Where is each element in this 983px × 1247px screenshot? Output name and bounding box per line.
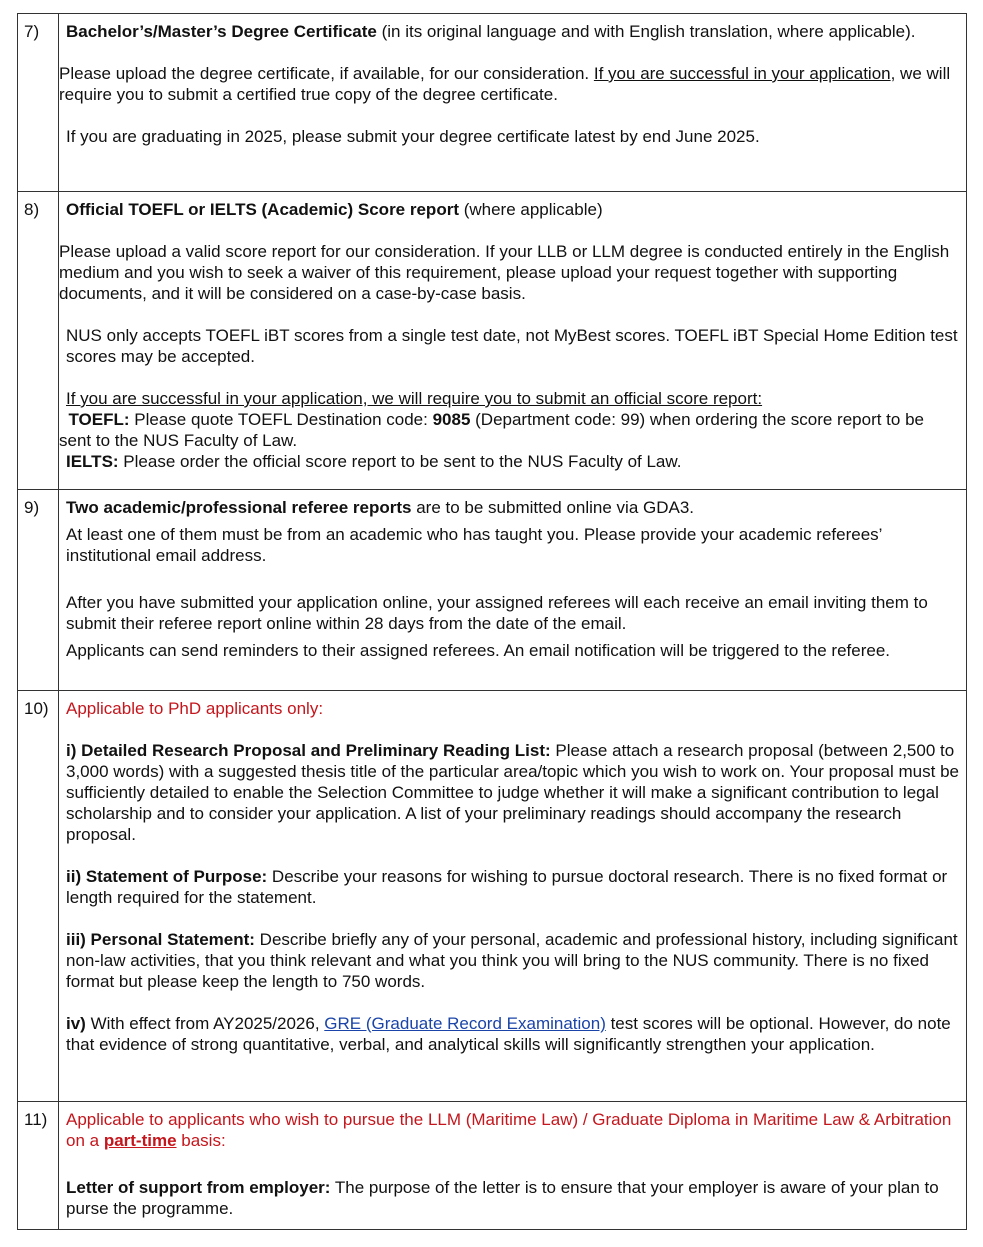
item-paragraph: ii) Statement of Purpose: Describe your reasons for wishing to pursue doctoral research. There is no fixed format or length required for the statement. bbox=[66, 867, 948, 907]
item-content bbox=[59, 691, 967, 1102]
item-paragraph: NUS only accepts TOEFL iBT scores from a single test date, not MyBest scores. TOEFL iBT Special Home Edition test scores may be accepted. bbox=[66, 326, 958, 366]
item-number: 11) bbox=[18, 1102, 59, 1230]
item-content bbox=[59, 14, 967, 192]
item-paragraph: Please upload the degree certificate, if available, for our consideration. If you are successful in your application, we will require you to submit a certified true copy of the degree certificate. bbox=[59, 64, 951, 104]
item-heading bbox=[66, 21, 960, 42]
item-red-heading: Applicable to applicants who wish to pursue the LLM (Maritime Law) / Graduate Diploma in Maritime Law & Arbitration on a part-time basis: bbox=[66, 1110, 952, 1150]
item-number: 10) bbox=[18, 691, 59, 1102]
item-content bbox=[59, 490, 967, 691]
table-row bbox=[18, 691, 967, 1102]
item-paragraph: Applicants can send reminders to their assigned referees. An email notification will be triggered to the referee. bbox=[66, 641, 891, 660]
item-number: 8) bbox=[18, 192, 59, 490]
item-paragraph: iii) Personal Statement: Describe briefly any of your personal, academic and professional history, including significant non-law activities, that you think relevant and what you think you will bring to the NUS community. There is no fixed format but please keep the length to 750 words. bbox=[66, 930, 958, 991]
item-title: Official TOEFL or IELTS (Academic) Score report bbox=[66, 200, 459, 219]
requirements-table bbox=[17, 13, 967, 1230]
item-heading bbox=[66, 199, 960, 220]
table-row bbox=[18, 192, 967, 490]
item-paragraph: i) Detailed Research Proposal and Preliminary Reading List: Please attach a research proposal (between 2,500 to 3,000 words) with a suggested thesis title of the particular area/topic which you wish to work on. Your proposal must be sufficiently detailed to enable the Selection Committee to judge whether it will make a significant contribution to legal scholarship and to consider your application. A list of your preliminary readings should accompany the research proposal. bbox=[66, 741, 959, 844]
item-paragraph: If you are graduating in 2025, please submit your degree certificate latest by end June 2025. bbox=[66, 127, 760, 146]
underlined-text: If you are successful in your application bbox=[593, 64, 891, 83]
item-paragraph: After you have submitted your application online, your assigned referees will each receive an email inviting them to submit their referee report online within 28 days from the date of the email. bbox=[66, 593, 928, 633]
item-title-suffix: (where applicable) bbox=[458, 200, 603, 219]
item-number: 7) bbox=[18, 14, 59, 192]
item-paragraph: Please upload a valid score report for our consideration. If your LLB or LLM degree is conducted entirely in the English medium and you wish to seek a waiver of this requirement, please upload your request together with supporting documents, and it will be considered on a case-by-case basis. bbox=[59, 242, 950, 303]
item-heading bbox=[66, 497, 960, 518]
item-content bbox=[59, 1102, 967, 1230]
table-row bbox=[18, 14, 967, 192]
item-paragraph: Letter of support from employer: The purpose of the letter is to ensure that your employer is aware of your plan to purse the programme. bbox=[66, 1178, 939, 1218]
table-row bbox=[18, 490, 967, 691]
item-title-suffix: are to be submitted online via GDA3. bbox=[411, 498, 695, 517]
item-title-suffix: (in its original language and with English translation, where applicable). bbox=[376, 22, 916, 41]
gre-link[interactable]: GRE (Graduate Record Examination) bbox=[324, 1014, 606, 1033]
toefl-code: 9085 bbox=[432, 410, 471, 429]
item-paragraph: At least one of them must be from an academic who has taught you. Please provide your academic referees’ institutional email address. bbox=[66, 525, 882, 565]
item-red-heading: Applicable to PhD applicants only: bbox=[66, 699, 324, 718]
ielts-instruction: IELTS: Please order the official score report to be sent to the NUS Faculty of Law. bbox=[66, 452, 682, 471]
item-title: Bachelor’s/Master’s Degree Certificate bbox=[66, 22, 377, 41]
item-title: Two academic/professional referee reports bbox=[66, 498, 412, 517]
item-content bbox=[59, 192, 967, 490]
part-time-emphasis: part-time bbox=[103, 1131, 177, 1150]
table-row bbox=[18, 1102, 967, 1230]
item-number: 9) bbox=[18, 490, 59, 691]
item-paragraph: iv) With effect from AY2025/2026, GRE (Graduate Record Examination) test scores will be optional. However, do note that evidence of strong quantitative, verbal, and analytical skills will significantly strengthen your application. bbox=[66, 1014, 951, 1054]
toefl-instruction: TOEFL: Please quote TOEFL Destination code: 9085 (Department code: 99) when ordering the score report to be sent to the NUS Faculty of Law. bbox=[59, 410, 924, 450]
item-paragraph: If you are successful in your application, we will require you to submit an official score report: bbox=[66, 389, 763, 408]
